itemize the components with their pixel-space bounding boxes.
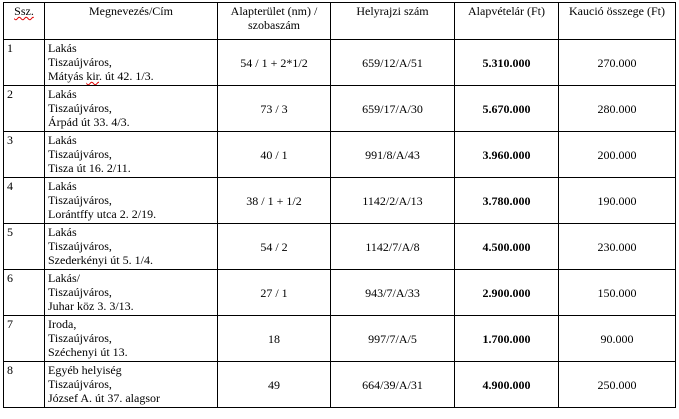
property-type: Lakás <box>48 225 77 239</box>
property-city: Tiszaújváros, <box>48 193 112 207</box>
cell-ssz: 7 <box>4 316 45 362</box>
property-city: Tiszaújváros, <box>48 239 112 253</box>
header-price: Alapvételár (Ft) <box>455 3 559 40</box>
cell-deposit: 150.000 <box>559 270 676 316</box>
address-part: József A. út 37. alagsor <box>48 391 160 405</box>
property-address <box>48 345 214 359</box>
cell-ssz: 5 <box>4 224 45 270</box>
property-city: Tiszaújváros, <box>48 377 112 391</box>
cell-deposit: 250.000 <box>559 362 676 408</box>
cell-name <box>45 224 218 270</box>
cell-name <box>45 86 218 132</box>
cell-price: 5.310.000 <box>455 40 559 86</box>
cell-price: 1.700.000 <box>455 316 559 362</box>
cell-area: 27 / 1 <box>218 270 331 316</box>
property-city: Tiszaújváros, <box>48 331 112 345</box>
cell-area: 18 <box>218 316 331 362</box>
cell-area: 38 / 1 + 1/2 <box>218 178 331 224</box>
cell-name <box>45 40 218 86</box>
table-row <box>4 178 676 224</box>
header-area: Alapterület (nm) / szobaszám <box>218 3 331 40</box>
address-part-end: . út 42. 1/3. <box>99 69 154 83</box>
table-row <box>4 362 676 408</box>
header-ssz <box>4 3 45 40</box>
property-table <box>3 2 676 408</box>
address-part: Szederkényi út 5. 1/4. <box>48 253 153 267</box>
address-part: Juhar köz 3. 3/13. <box>48 299 134 313</box>
property-type: Lakás/ <box>48 271 80 285</box>
address-part: Lorántffy utca 2. 2/19. <box>48 207 157 221</box>
property-type: Lakás <box>48 179 77 193</box>
header-ssz-label: Ssz. <box>14 4 34 18</box>
property-type: Lakás <box>48 87 77 101</box>
table-row <box>4 316 676 362</box>
property-address <box>48 391 214 405</box>
table-row <box>4 270 676 316</box>
cell-deposit: 230.000 <box>559 224 676 270</box>
property-city: Tiszaújváros, <box>48 147 112 161</box>
cell-price: 4.500.000 <box>455 224 559 270</box>
cell-lot: 659/12/A/51 <box>331 40 455 86</box>
cell-lot: 1142/7/A/8 <box>331 224 455 270</box>
cell-ssz: 4 <box>4 178 45 224</box>
cell-area: 49 <box>218 362 331 408</box>
address-misspelled-part: kir <box>86 69 99 83</box>
cell-price: 3.780.000 <box>455 178 559 224</box>
property-type: Lakás <box>48 133 77 147</box>
cell-deposit: 200.000 <box>559 132 676 178</box>
address-part: Tisza út 16. 2/11. <box>48 161 131 175</box>
cell-ssz: 1 <box>4 40 45 86</box>
property-address <box>48 207 214 221</box>
cell-area: 54 / 2 <box>218 224 331 270</box>
property-address <box>48 69 214 83</box>
cell-name <box>45 270 218 316</box>
cell-deposit: 270.000 <box>559 40 676 86</box>
property-type: Lakás <box>48 41 77 55</box>
header-deposit: Kaució összege (Ft) <box>559 3 676 40</box>
cell-lot: 659/17/A/30 <box>331 86 455 132</box>
cell-price: 5.670.000 <box>455 86 559 132</box>
cell-area: 73 / 3 <box>218 86 331 132</box>
cell-lot: 997/7/A/5 <box>331 316 455 362</box>
property-address <box>48 161 214 175</box>
cell-lot: 664/39/A/31 <box>331 362 455 408</box>
property-type: Iroda, <box>48 317 77 331</box>
address-part: Árpád út 33. 4/3. <box>48 115 130 129</box>
property-address <box>48 253 214 267</box>
cell-ssz: 8 <box>4 362 45 408</box>
property-city: Tiszaújváros, <box>48 55 112 69</box>
cell-name <box>45 316 218 362</box>
header-lot: Helyrajzi szám <box>331 3 455 40</box>
cell-deposit: 280.000 <box>559 86 676 132</box>
cell-price: 4.900.000 <box>455 362 559 408</box>
address-part: Széchenyi út 13. <box>48 345 128 359</box>
cell-area: 54 / 1 + 2*1/2 <box>218 40 331 86</box>
table-row <box>4 132 676 178</box>
cell-ssz: 6 <box>4 270 45 316</box>
property-city: Tiszaújváros, <box>48 101 112 115</box>
cell-name <box>45 362 218 408</box>
property-city: Tiszaújváros, <box>48 285 112 299</box>
cell-name <box>45 178 218 224</box>
cell-deposit: 190.000 <box>559 178 676 224</box>
header-name: Megnevezés/Cím <box>45 3 218 40</box>
cell-name <box>45 132 218 178</box>
cell-lot: 943/7/A/33 <box>331 270 455 316</box>
header-row <box>4 3 676 40</box>
cell-area: 40 / 1 <box>218 132 331 178</box>
property-type: Egyéb helyiség <box>48 363 122 377</box>
table-row <box>4 224 676 270</box>
address-part: Mátyás <box>48 69 87 83</box>
property-address <box>48 299 214 313</box>
cell-lot: 991/8/A/43 <box>331 132 455 178</box>
cell-price: 3.960.000 <box>455 132 559 178</box>
cell-ssz: 3 <box>4 132 45 178</box>
table-row <box>4 40 676 86</box>
cell-deposit: 90.000 <box>559 316 676 362</box>
cell-ssz: 2 <box>4 86 45 132</box>
property-address <box>48 115 214 129</box>
cell-lot: 1142/2/A/13 <box>331 178 455 224</box>
table-row <box>4 86 676 132</box>
cell-price: 2.900.000 <box>455 270 559 316</box>
